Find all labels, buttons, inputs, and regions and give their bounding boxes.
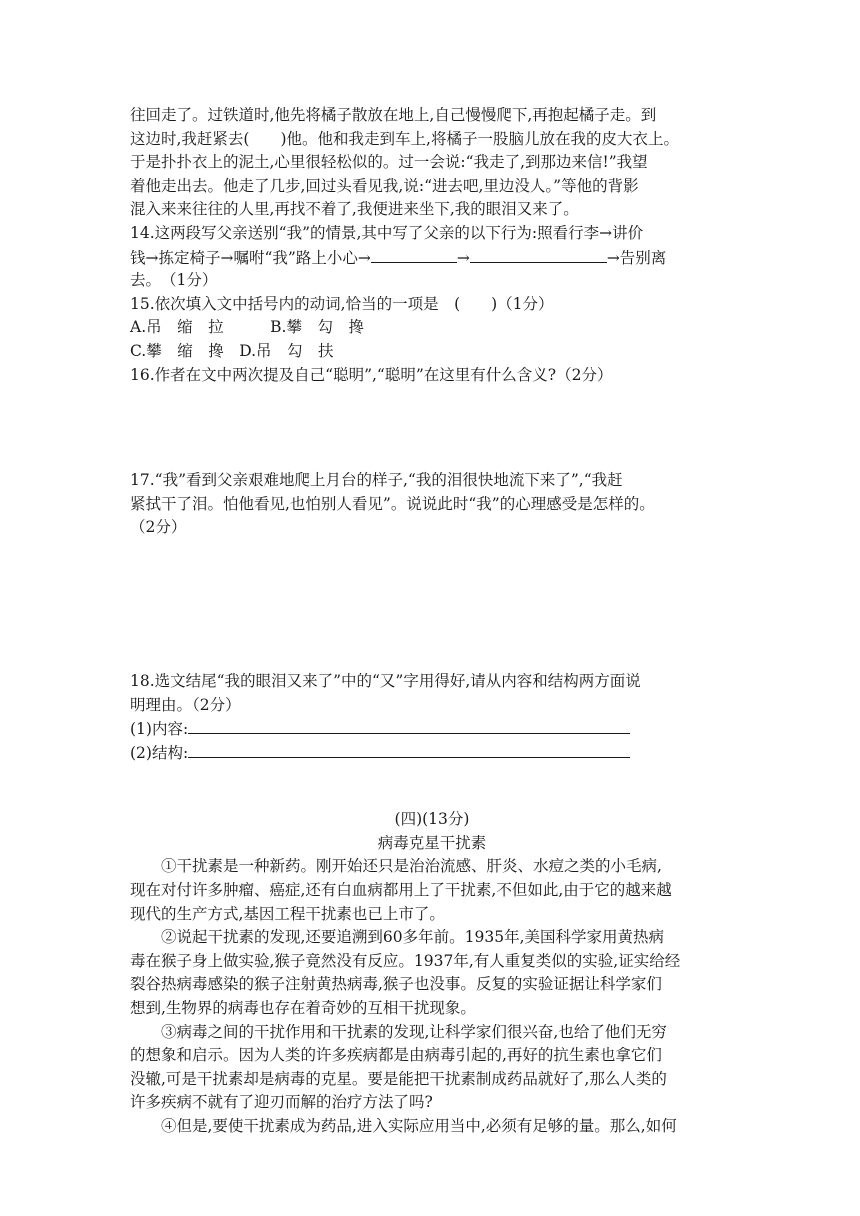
question-17 — [130, 469, 734, 540]
question-15-options: A.吊 缩 拉 B.攀 勾 搀 — [130, 318, 364, 337]
section-heading: (四)(13分) — [394, 810, 470, 829]
passage-excerpt — [130, 104, 734, 222]
question-15 — [130, 293, 734, 364]
article-line: 许多疾病不就有了迎刃而解的治疗方法了吗? — [130, 1093, 433, 1112]
question-17-stem: （2分） — [130, 518, 187, 537]
question-18-content: (1)内容: — [130, 717, 734, 741]
passage-line: 这边时,我赶紧去( )他。他和我走到车上,将橘子一股脑儿放在我的皮大衣上。 — [130, 129, 679, 148]
question-15-stem: 15.依次填入文中括号内的动词,恰当的一项是 ( )（1分） — [130, 294, 554, 313]
question-17-stem: 紧拭干了泪。怕他看见,也怕别人看见”。说说此时“我”的心理感受是怎样的。 — [130, 494, 655, 513]
article-line: 毒在猴子身上做实验,猴子竟然没有反应。1937年,有人重复类似的实验,证实给经 — [130, 951, 681, 970]
answer-space — [130, 540, 734, 670]
answer-blank[interactable] — [470, 246, 607, 263]
article-line: 的想象和启示。因为人类的许多疾病都是由病毒引起的,再好的抗生素也拿它们 — [130, 1046, 662, 1065]
passage-line: 着他走出去。他走了几步,回过头看见我,说:“进去吧,里边没人。”等他的背影 — [130, 176, 639, 195]
question-16-stem: 16.作者在文中两次提及自己“聪明”,“聪明”在这里有什么含义?（2分） — [130, 365, 613, 384]
answer-blank[interactable] — [371, 246, 457, 263]
answer-blank[interactable] — [188, 717, 630, 734]
question-14-stem: 14.这两段写父亲送别“我”的情景,其中写了父亲的以下行为:照看行李→讲价 — [130, 223, 644, 242]
article-line: 现在对付许多肿瘤、癌症,还有白血病都用上了干扰素,不但如此,由于它的越来越 — [130, 881, 672, 900]
article-line: 想到,生物界的病毒也存在着奇妙的互相干扰现象。 — [130, 999, 476, 1018]
question-14 — [130, 222, 734, 293]
question-14-line2: 钱→拣定椅子→嘱咐“我”路上小心→ → →告别离 — [130, 246, 734, 270]
answer-space — [130, 387, 734, 469]
article-line: ②说起干扰素的发现,还要追溯到60多年前。1935年,美国科学家用黄热病 — [130, 928, 665, 947]
article-line: ④但是,要使干扰素成为药品,进入实际应用当中,必须有足够的量。那么,如何 — [130, 1117, 677, 1135]
section-spacer — [130, 764, 734, 808]
article-line: 没辙,可是干扰素却是病毒的克星。要是能把干扰素制成药品就好了,那么人类的 — [130, 1069, 667, 1088]
passage-line: 往回走了。过铁道时,他先将橘子散放在地上,自己慢慢爬下,再抱起橘子走。到 — [130, 106, 657, 124]
article-line: ①干扰素是一种新药。刚开始还只是治治流感、肝炎、水痘之类的小毛病, — [130, 857, 662, 876]
article-line: 现代的生产方式,基因工程干扰素也已上市了。 — [130, 904, 445, 923]
question-18-stem: 18.选文结尾“我的眼泪又来了”中的“又”字用得好,请从内容和结构两方面说 — [130, 671, 641, 690]
article-line: ③病毒之间的干扰作用和干扰素的发现,让科学家们很兴奋,也给了他们无穷 — [130, 1022, 667, 1041]
article-line: 裂谷热病毒感染的猴子注射黄热病毒,猴子也没事。反复的实验证据让科学家们 — [130, 975, 662, 994]
question-18 — [130, 670, 734, 764]
question-14-line3: 去。 （1分） — [130, 271, 218, 290]
section-4 — [130, 808, 734, 1138]
question-15-options: C.攀 缩 搀 D.吊 勾 扶 — [130, 341, 334, 360]
question-18-stem: 明理由。（2分） — [130, 695, 241, 714]
question-18-structure: (2)结构: — [130, 741, 734, 765]
question-17-stem: 17.“我”看到父亲艰难地爬上月台的样子,“我的泪很快地流下来了”,“我赶 — [130, 471, 623, 490]
question-16 — [130, 364, 734, 388]
article-title: 病毒克星干扰素 — [377, 833, 487, 852]
answer-blank[interactable] — [188, 741, 630, 758]
passage-line: 于是扑扑衣上的泥土,心里很轻松似的。过一会说:“我走了,到那边来信!”我望 — [130, 153, 648, 172]
passage-line: 混入来来往往的人里,再找不着了,我便进来坐下,我的眼泪又来了。 — [130, 200, 579, 219]
document-page — [130, 104, 734, 1139]
